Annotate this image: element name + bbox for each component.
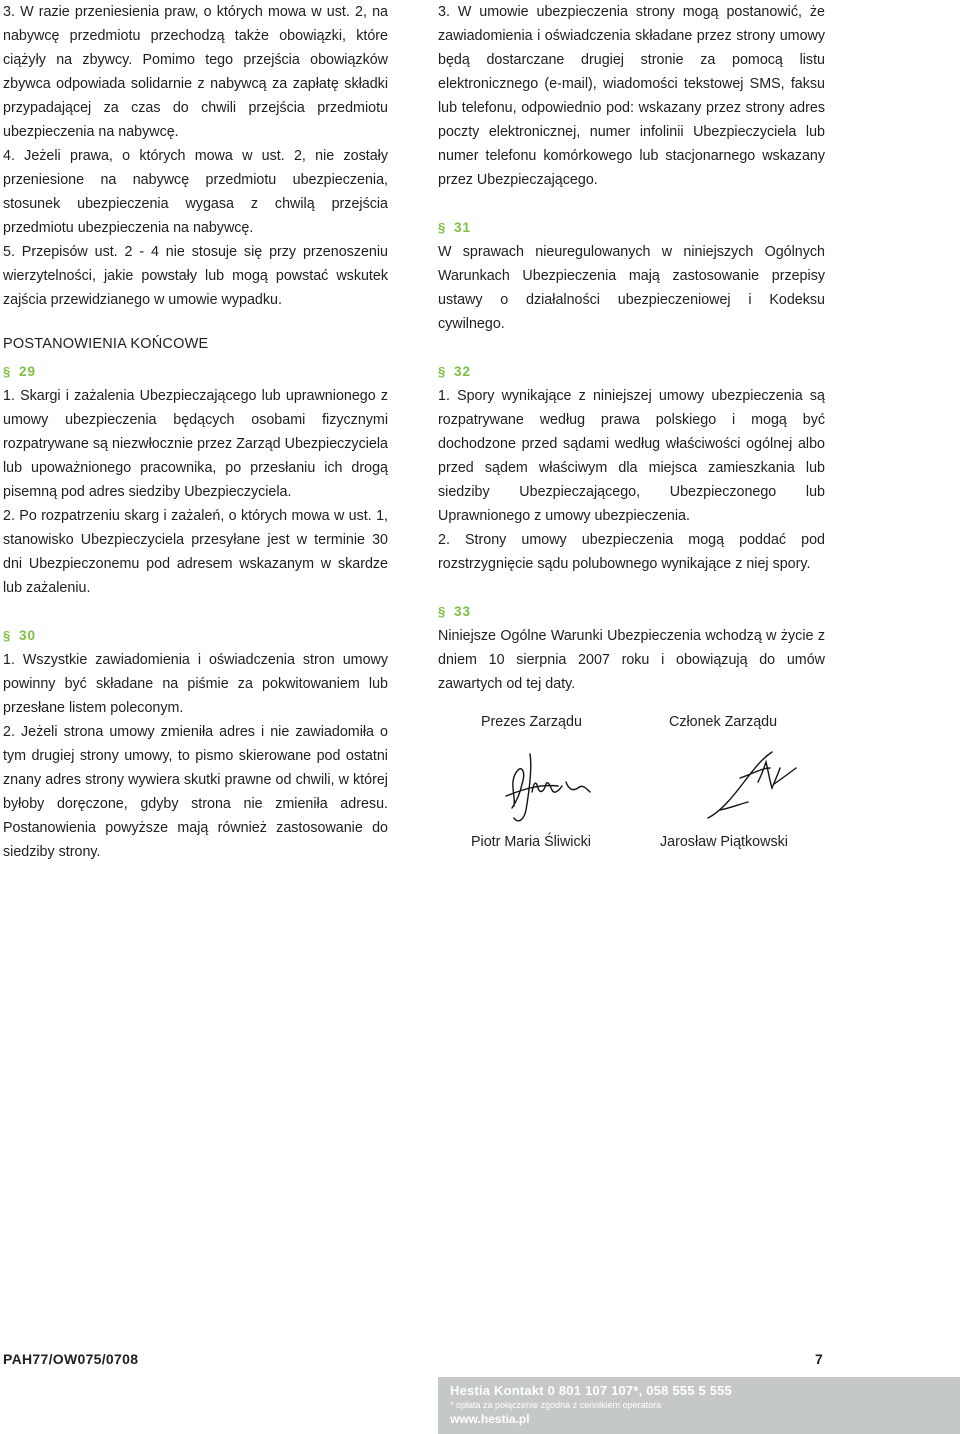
- page-number: 7: [815, 1351, 823, 1367]
- paragraph-number-33: [438, 600, 825, 624]
- signatory-title: Członek Zarządu: [669, 714, 778, 730]
- paragraph-number-29: [3, 360, 388, 384]
- section-sign-icon: §: [3, 364, 12, 379]
- signatory-title: Prezes Zarządu: [481, 714, 582, 730]
- paragraph: W sprawach nieuregulowanych w niniejszych Ogólnych Warunkach Ubezpieczenia mają zastosowanie przepisy ustawy o działalności ubezpieczeniowej i Kodeksu cywilnego.: [438, 244, 825, 332]
- handwritten-signature: [700, 738, 820, 828]
- paragraph-number-32: [438, 360, 825, 384]
- paragraph: 5. Przepisów ust. 2 - 4 nie stosuje się przy przenoszeniu wierzytelności, jakie powstały lub mogą powstać wskutek zajścia przewidzianego w umowie wypadku.: [3, 244, 388, 308]
- contact-phone: Hestia Kontakt 0 801 107 107*, 058 555 5 555: [450, 1383, 732, 1398]
- document-code: PAH77/OW075/0708: [3, 1351, 139, 1367]
- signatory-name: Piotr Maria Śliwicki: [471, 834, 591, 850]
- paragraph-number: 31: [454, 220, 472, 235]
- paragraph-number-31: [438, 216, 825, 240]
- right-column: [438, 0, 825, 860]
- paragraph: 4. Jeżeli prawa, o których mowa w ust. 2, nie zostały przeniesione na nabywcę przedmiotu ubezpieczenia, stosunek ubezpieczenia wygasa z chwilą przejścia przedmiotu ubezpieczenia na nabywcę.: [3, 148, 388, 236]
- paragraph-number-30: [3, 624, 388, 648]
- paragraph: 2. Strony umowy ubezpieczenia mogą poddać pod rozstrzygnięcie sądu polubownego wynikające z niej spory.: [438, 532, 825, 572]
- left-column: [3, 0, 388, 864]
- website-link[interactable]: www.hestia.pl: [450, 1412, 530, 1426]
- paragraph: 3. W razie przeniesienia praw, o których mowa w ust. 2, na nabywcę przedmiotu przechodzą także obowiązki, które ciążyły na zbywcy. Pomimo tego przejścia obowiązków zbywca odpowiada solidarnie z nabywcą za zapłatę składki przypadającej za czas do chwili przejścia przedmiotu ubezpieczenia na nabywcę.: [3, 4, 388, 140]
- section-sign-icon: §: [3, 628, 12, 643]
- paragraph: 3. W umowie ubezpieczenia strony mogą postanowić, że zawiadomienia i oświadczenia składane przez strony umowy będą dostarczane drugiej stronie za pomocą listu elektronicznego (e-mail), wiadomości tekstowej SMS, faksu lub telefonu, odpowiednio pod: wskazany przez strony adres poczty elektronicznej, numer infolinii Ubezpieczyciela lub numer telefonu komórkowego lub stacjonarnego wskazany przez Ubezpieczającego.: [438, 4, 825, 188]
- footnote: * opłata za połączenie zgodna z cennikiem operatora: [450, 1400, 662, 1410]
- paragraph-number: 29: [19, 364, 37, 379]
- section-sign-icon: §: [438, 364, 447, 379]
- paragraph: Niniejsze Ogólne Warunki Ubezpieczenia wchodzą w życie z dniem 10 sierpnia 2007 roku i obowiązują do umów zawartych od tej daty.: [438, 628, 825, 692]
- paragraph: 1. Skargi i zażalenia Ubezpieczającego lub uprawnionego z umowy ubezpieczenia będących osobami fizycznymi rozpatrywane są niezwłocznie przez Zarząd Ubezpieczyciela lub upoważnionego pracownika, po przesłaniu ich drogą pisemną pod adres siedziby Ubezpieczyciela.: [3, 388, 388, 500]
- paragraph: 2. Jeżeli strona umowy zmieniła adres i nie zawiadomiła o tym drugiej strony umowy, to pismo skierowane pod ostatni znany adres strony wywiera skutki prawne od chwili, w której byłoby doręczone, gdyby strona nie zmieniła adresu. Postanowienia powyższe mają również zastosowanie do siedziby strony.: [3, 724, 388, 860]
- paragraph-number: 32: [454, 364, 472, 379]
- paragraph: 2. Po rozpatrzeniu skarg i zażaleń, o których mowa w ust. 1, stanowisko Ubezpieczyciela przesyłane jest w terminie 30 dni Ubezpieczonemu pod adresem wskazanym w skardze lub zażaleniu.: [3, 508, 388, 596]
- handwritten-signature: [486, 736, 596, 826]
- paragraph: 1. Spory wynikające z niniejszej umowy ubezpieczenia są rozpatrywane według prawa polskiego i mogą być dochodzone przed sądami według właściwości ogólnej albo przed sądem właściwym dla miejsca zamieszkania lub siedziby Ubezpieczającego, Ubezpieczonego lub Uprawnionego z umowy ubezpieczenia.: [438, 388, 825, 524]
- paragraph-number: 30: [19, 628, 37, 643]
- section-sign-icon: §: [438, 604, 447, 619]
- section-sign-icon: §: [438, 220, 447, 235]
- section-heading: POSTANOWIENIA KOŃCOWE: [3, 336, 209, 352]
- contact-footer: [438, 1377, 960, 1434]
- paragraph: 1. Wszystkie zawiadomienia i oświadczenia stron umowy powinny być składane na piśmie za pokwitowaniem lub przesłane listem poleconym.: [3, 652, 388, 716]
- paragraph-number: 33: [454, 604, 472, 619]
- signatory-name: Jarosław Piątkowski: [660, 834, 788, 850]
- signature-block: [438, 710, 825, 860]
